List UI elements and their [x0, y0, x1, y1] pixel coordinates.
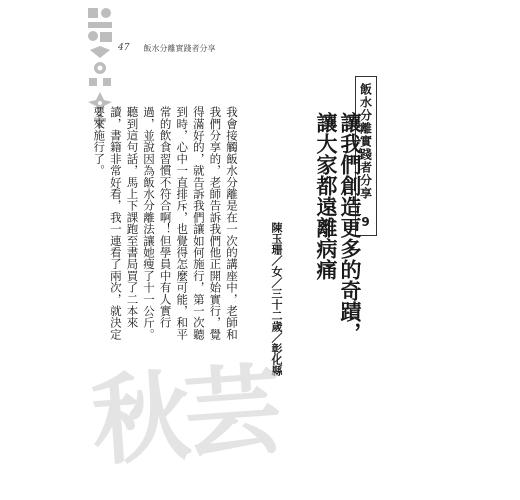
page-number: 47 — [118, 43, 130, 53]
series-label: 飯水分離實踐者分享 9 — [358, 83, 373, 230]
running-header — [118, 41, 215, 55]
calligraphy-watermark: 秋芸 — [88, 352, 280, 481]
article-body — [92, 106, 240, 351]
book-title: 飯水分離實踐者分享 — [143, 43, 216, 53]
body-paragraph: 我會接觸飯水分離是在一次的講座中，老師和我們分享的，老師告訴我們他正開始實行，覺得滿好的，就告訴我們讓如何施行，第一次聽到時，心中一直排斥，也覺得怎麼可能，和平常的飲食習慣不符合啊！但學員中有人實行過，並說因為飯水分離法讓她瘦了十一公斤。聽到這句話，馬上下課跑至書局買了二本來讀，書籍非常好看，我一連看了兩次，就決定要來施行了。 — [92, 106, 239, 340]
author-byline: 陳玉珊／女／三十二歲／彰化縣 — [270, 222, 283, 376]
article-title — [314, 112, 362, 392]
title-line-2: 讓大家都遠離病痛 — [314, 112, 339, 280]
title-line-1: 讓我們創造更多的奇蹟， — [338, 112, 363, 343]
